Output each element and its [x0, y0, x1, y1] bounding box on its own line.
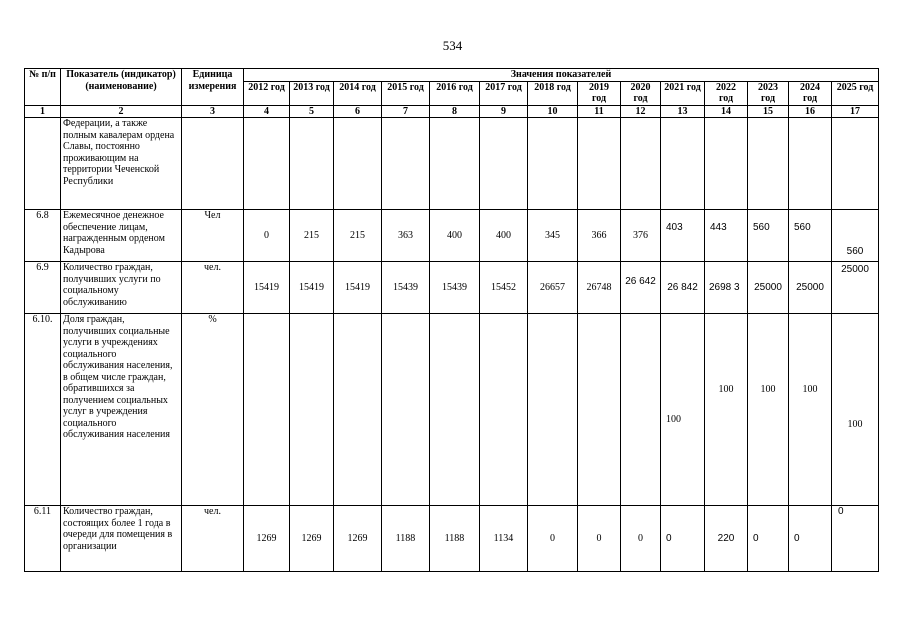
value-cell: 2698 3 [705, 262, 748, 314]
value-cell: 560 [748, 210, 789, 262]
value-cell [832, 118, 879, 210]
header-year: 2025 год [832, 81, 879, 105]
column-number: 17 [832, 105, 879, 118]
value-cell: 366 [578, 210, 621, 262]
header-row-1 [25, 69, 879, 82]
column-number: 3 [182, 105, 244, 118]
value-cell [578, 314, 621, 506]
unit: чел. [182, 506, 244, 572]
column-number: 9 [480, 105, 528, 118]
value-cell: 25000 [832, 262, 879, 314]
column-number: 2 [61, 105, 182, 118]
header-indicator: Показатель (индикатор) (наименование) [61, 69, 182, 106]
value-cell [705, 118, 748, 210]
column-number: 10 [528, 105, 578, 118]
header-year: 2019 год [578, 81, 621, 105]
value-cell [290, 314, 334, 506]
table-row [25, 210, 879, 262]
column-number: 11 [578, 105, 621, 118]
header-year: 2018 год [528, 81, 578, 105]
indicator-name: Количество граждан, состоящих более 1 года в очереди для помещения в организации [61, 506, 182, 572]
header-year: 2016 год [430, 81, 480, 105]
header-year: 2013 год [290, 81, 334, 105]
value-cell: 26 642 [621, 262, 661, 314]
header-colnum-row [25, 105, 879, 118]
value-cell: 26 842 [661, 262, 705, 314]
indicator-name: Количество граждан, получивших услуги по социальному обслуживанию [61, 262, 182, 314]
column-number: 7 [382, 105, 430, 118]
value-cell [334, 314, 382, 506]
column-number: 8 [430, 105, 480, 118]
value-cell: 0 [578, 506, 621, 572]
column-number: 12 [621, 105, 661, 118]
unit: чел. [182, 262, 244, 314]
value-cell: 1134 [480, 506, 528, 572]
value-cell: 0 [748, 506, 789, 572]
value-cell [430, 314, 480, 506]
table-row [25, 262, 879, 314]
value-cell: 345 [528, 210, 578, 262]
value-cell [334, 118, 382, 210]
column-number: 15 [748, 105, 789, 118]
table-row [25, 506, 879, 572]
column-number: 13 [661, 105, 705, 118]
value-cell [244, 314, 290, 506]
column-number: 5 [290, 105, 334, 118]
header-year: 2012 год [244, 81, 290, 105]
header-year: 2017 год [480, 81, 528, 105]
indicator-name: Ежемесячное денежное обеспечение лицам, награжденным орденом Кадырова [61, 210, 182, 262]
value-cell: 560 [832, 210, 879, 262]
value-cell: 0 [528, 506, 578, 572]
column-number: 16 [789, 105, 832, 118]
value-cell: 15419 [334, 262, 382, 314]
indicator-name: Федерации, а также полным кавалерам ордена Славы, постоянно проживающим на территории Чеченской Республики [61, 118, 182, 210]
column-number: 4 [244, 105, 290, 118]
table-row [25, 118, 879, 210]
header-year: 2015 год [382, 81, 430, 105]
value-cell: 100 [789, 314, 832, 506]
value-cell [748, 118, 789, 210]
column-number: 1 [25, 105, 61, 118]
value-cell [528, 314, 578, 506]
value-cell: 26657 [528, 262, 578, 314]
header-values: Значения показателей [244, 69, 879, 82]
value-cell: 1269 [334, 506, 382, 572]
header-no: № п/п [25, 69, 61, 106]
value-cell: 400 [480, 210, 528, 262]
value-cell: 100 [661, 314, 705, 506]
value-cell: 100 [705, 314, 748, 506]
value-cell: 215 [334, 210, 382, 262]
unit [182, 118, 244, 210]
indicator-name: Доля граждан, получивших социальные услуги в учреждениях социального обслуживания населения, в общем числе граждан, обратившихся за получением социальных услуг в учреждения социального обслуживания населения [61, 314, 182, 506]
value-cell: 26748 [578, 262, 621, 314]
row-number: 6.11 [25, 506, 61, 572]
header-year: 2023 год [748, 81, 789, 105]
value-cell: 15439 [382, 262, 430, 314]
row-number [25, 118, 61, 210]
value-cell [382, 314, 430, 506]
value-cell: 100 [832, 314, 879, 506]
unit: Чел [182, 210, 244, 262]
row-number: 6.9 [25, 262, 61, 314]
page-number: 534 [442, 38, 463, 53]
value-cell: 25000 [748, 262, 789, 314]
value-cell: 0 [661, 506, 705, 572]
value-cell [480, 118, 528, 210]
value-cell: 1269 [290, 506, 334, 572]
value-cell: 0 [789, 506, 832, 572]
value-cell: 0 [244, 210, 290, 262]
header-year: 2024 год [789, 81, 832, 105]
value-cell: 0 [621, 506, 661, 572]
value-cell: 1188 [382, 506, 430, 572]
column-number: 6 [334, 105, 382, 118]
header-year: 2021 год [661, 81, 705, 105]
value-cell [290, 118, 334, 210]
value-cell [382, 118, 430, 210]
table-row [25, 314, 879, 506]
value-cell: 403 [661, 210, 705, 262]
value-cell [430, 118, 480, 210]
value-cell [578, 118, 621, 210]
header-year: 2020 год [621, 81, 661, 105]
value-cell: 376 [621, 210, 661, 262]
value-cell: 15452 [480, 262, 528, 314]
indicators-table [24, 68, 879, 572]
value-cell [621, 314, 661, 506]
header-unit: Единица измерения [182, 69, 244, 106]
header-year: 2022 год [705, 81, 748, 105]
value-cell: 215 [290, 210, 334, 262]
value-cell [621, 118, 661, 210]
value-cell [244, 118, 290, 210]
value-cell: 15439 [430, 262, 480, 314]
value-cell: 220 [705, 506, 748, 572]
row-number: 6.8 [25, 210, 61, 262]
value-cell: 363 [382, 210, 430, 262]
value-cell [480, 314, 528, 506]
value-cell: 560 [789, 210, 832, 262]
value-cell: 0 [832, 506, 879, 572]
value-cell: 15419 [244, 262, 290, 314]
value-cell: 15419 [290, 262, 334, 314]
value-cell [789, 118, 832, 210]
header-year: 2014 год [334, 81, 382, 105]
unit: % [182, 314, 244, 506]
value-cell: 1188 [430, 506, 480, 572]
value-cell: 400 [430, 210, 480, 262]
row-number: 6.10. [25, 314, 61, 506]
value-cell: 100 [748, 314, 789, 506]
column-number: 14 [705, 105, 748, 118]
value-cell: 25000 [789, 262, 832, 314]
value-cell [661, 118, 705, 210]
value-cell [528, 118, 578, 210]
value-cell: 443 [705, 210, 748, 262]
value-cell: 1269 [244, 506, 290, 572]
